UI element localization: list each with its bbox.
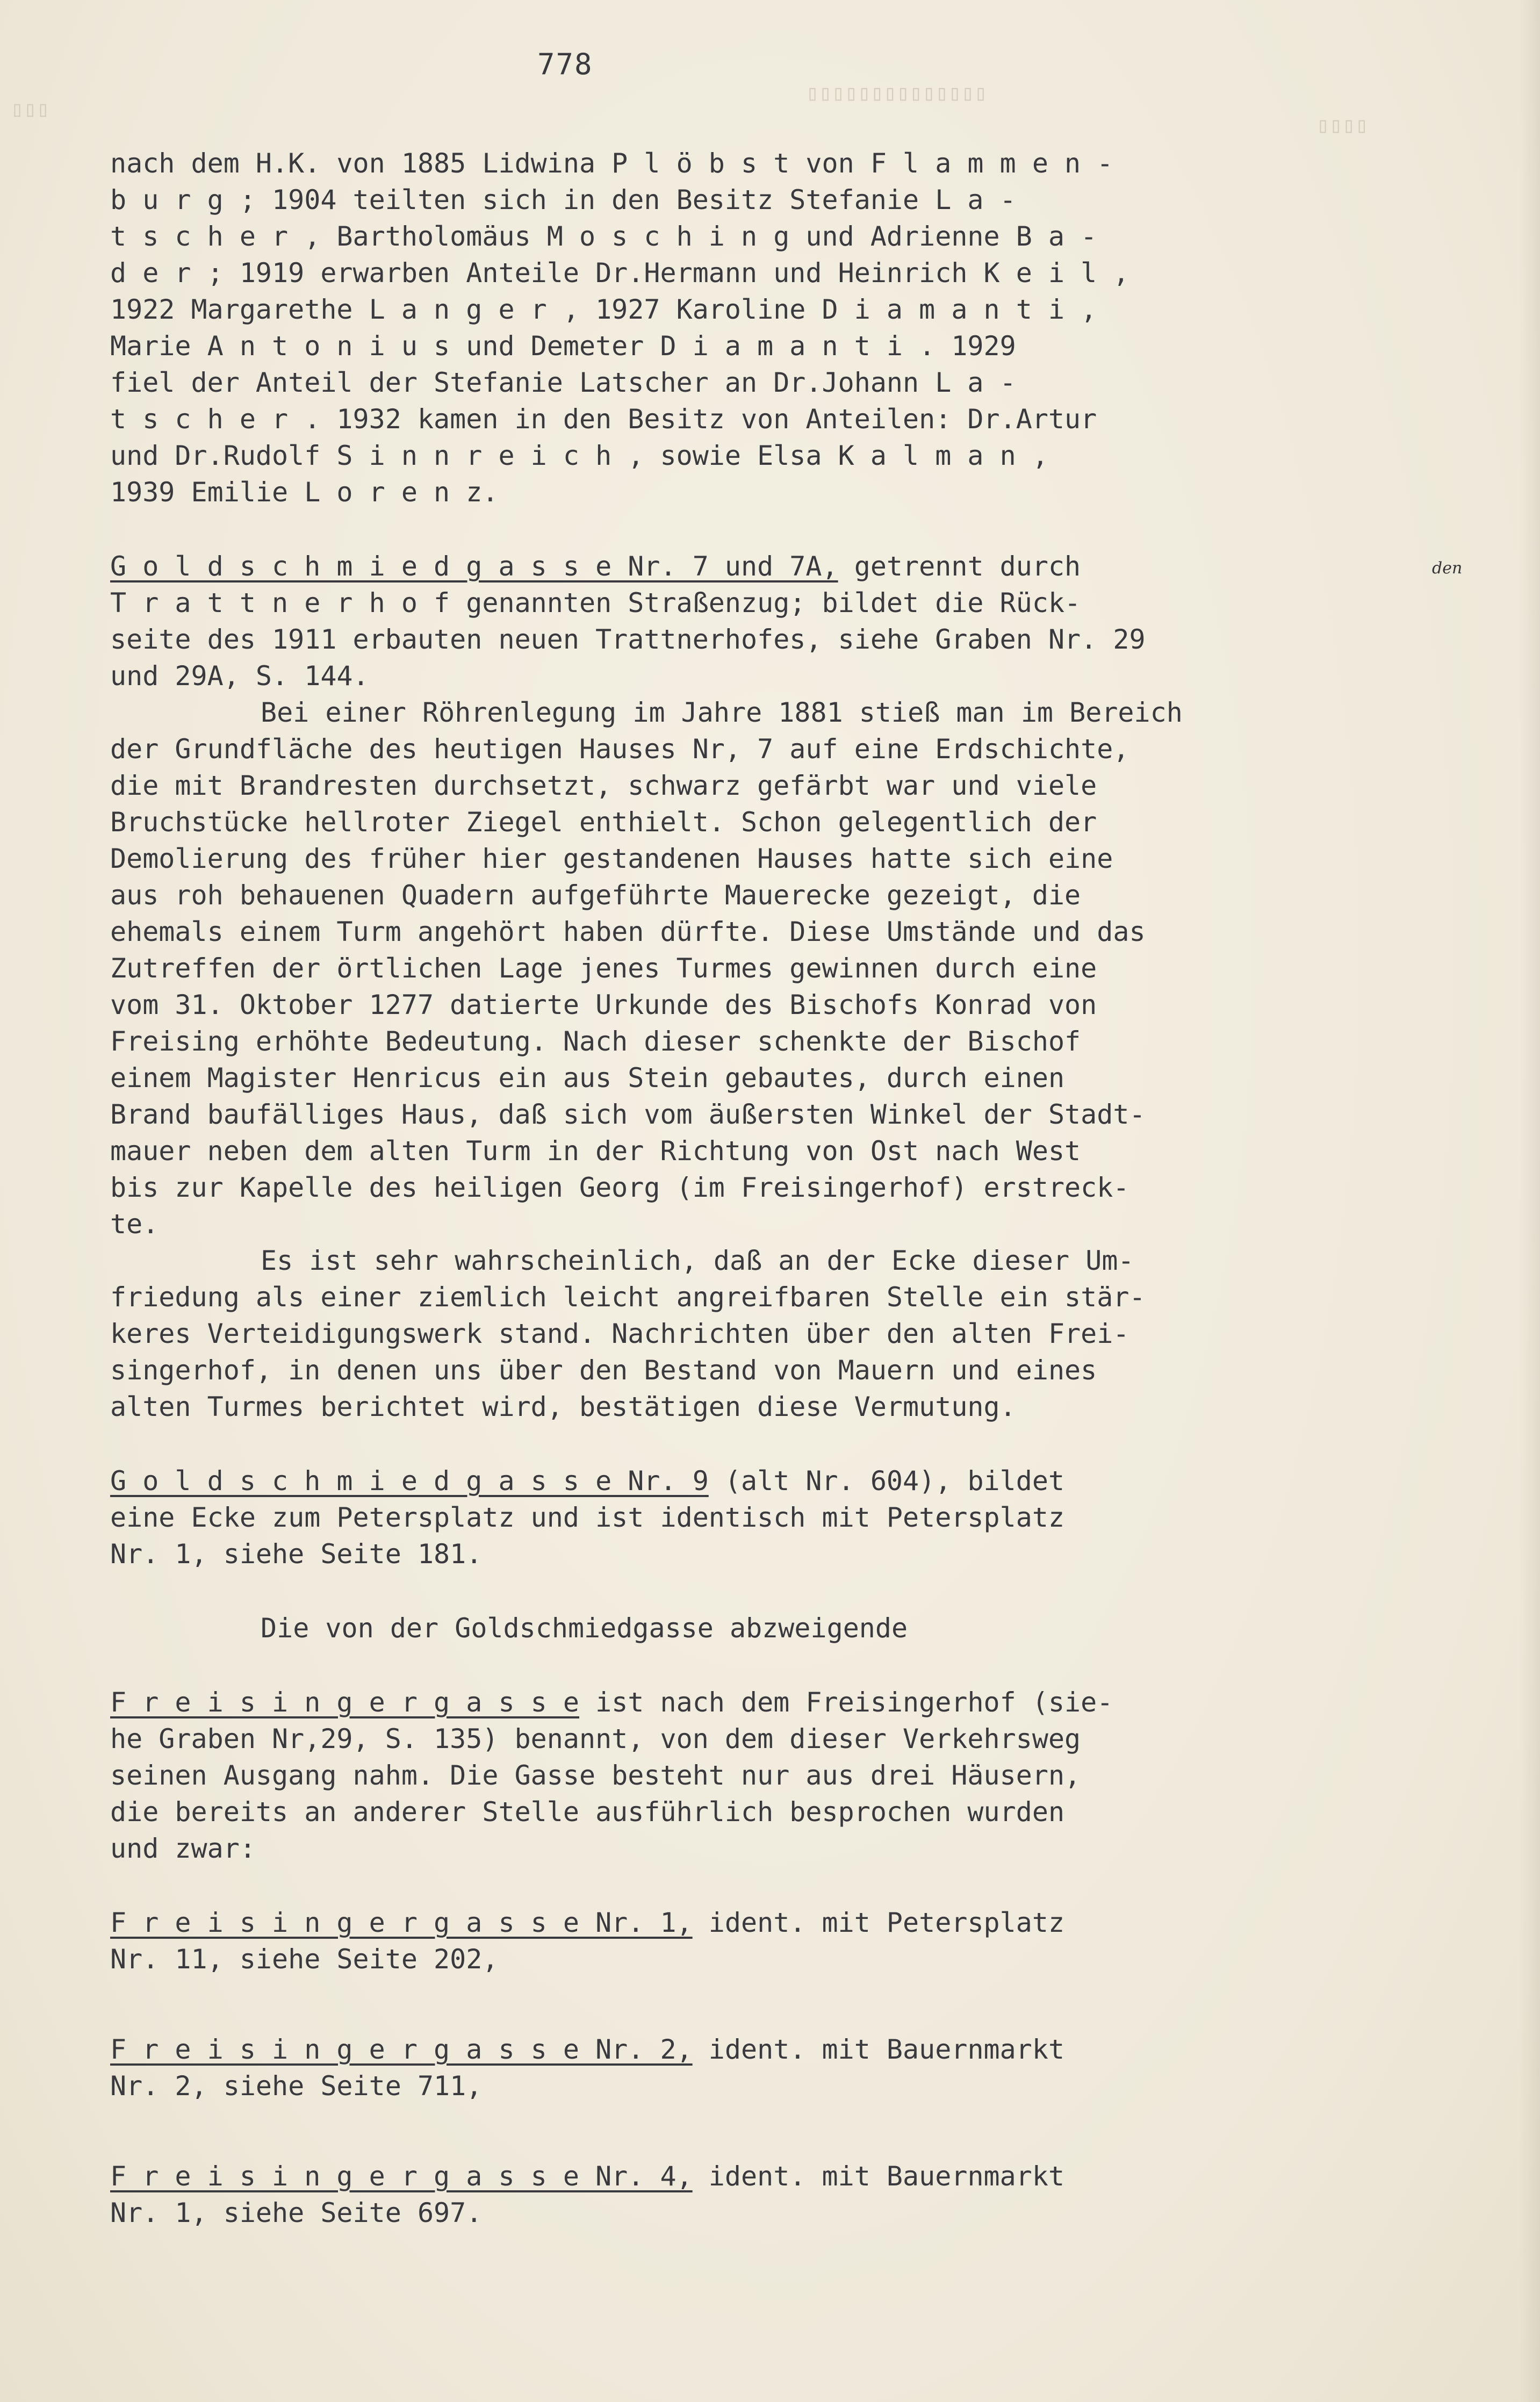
text-line: seite des 1911 erbauten neuen Trattnerhofes, siehe Graben Nr. 29 — [110, 624, 1146, 655]
text-line: die bereits an anderer Stelle ausführlich besprochen wurden — [110, 1796, 1065, 1828]
entry-heading: G o l d s c h m i e d g a s s e Nr. 9 — [110, 1465, 709, 1497]
text-line: T r a t t n e r h o f genannten Straßenzug; bildet die Rück- — [110, 587, 1081, 619]
text-line: ehemals einem Turm angehört haben dürfte. Diese Umstände und das — [110, 916, 1146, 947]
paragraph-ownership-history — [110, 145, 1486, 510]
entry-heading: F r e i s i n g e r g a s s e Nr. 4, — [110, 2161, 693, 2192]
text-line: Demolierung des früher hier gestandenen Hauses hatte sich eine — [110, 843, 1113, 874]
paragraph-archaeology — [110, 694, 1486, 1242]
text-line: nach dem H.K. von 1885 Lidwina P l ö b s t von F l a m m e n - — [110, 148, 1113, 179]
entry-heading: F r e i s i n g e r g a s s e Nr. 1, — [110, 1907, 693, 1938]
text-line: ident. mit Bauernmarkt — [692, 2161, 1065, 2192]
text-line: t s c h e r . 1932 kamen in den Besitz von Anteilen: Dr.Artur — [110, 404, 1097, 435]
show-through-texture: ▯▯▯▯ — [1316, 113, 1369, 138]
entry-freisingergasse — [110, 1684, 1486, 1867]
text-line: ist nach dem Freisingerhof (sie- — [579, 1687, 1113, 1718]
text-line: aus roh behauenen Quadern aufgeführte Mauerecke gezeigt, die — [110, 880, 1081, 911]
text-line: ident. mit Petersplatz — [692, 1907, 1065, 1938]
text-line: Nr. 11, siehe Seite 202, — [110, 1944, 499, 1975]
paragraph-intro-freisingergasse — [110, 1610, 1486, 1646]
handwritten-margin-note: den — [1432, 559, 1463, 578]
text-line: 1939 Emilie L o r e n z. — [110, 477, 499, 508]
text-line: fiel der Anteil der Stefanie Latscher an Dr.Johann L a - — [110, 367, 1016, 398]
text-line: Es ist sehr wahrscheinlich, daß an der Ecke dieser Um- — [261, 1245, 1134, 1276]
entry-freisingergasse-2 — [110, 2031, 1486, 2104]
text-line: d e r ; 1919 erwarben Anteile Dr.Hermann und Heinrich K e i l , — [110, 257, 1129, 289]
text-line: b u r g ; 1904 teilten sich in den Besitz Stefanie L a - — [110, 184, 1016, 215]
text-line: einem Magister Henricus ein aus Stein gebautes, durch einen — [110, 1062, 1065, 1094]
text-line: Freising erhöhte Bedeutung. Nach dieser schenkte der Bischof — [110, 1026, 1081, 1057]
typed-text-body — [110, 145, 1486, 2231]
text-line: friedung als einer ziemlich leicht angreifbaren Stelle ein stär- — [110, 1282, 1146, 1313]
text-line: Bei einer Röhrenlegung im Jahre 1881 stieß man im Bereich — [261, 697, 1183, 728]
text-line: Marie A n t o n i u s und Demeter D i a m a n t i . 1929 — [110, 330, 1016, 362]
text-line: bis zur Kapelle des heiligen Georg (im Freisingerhof) erstreck- — [110, 1172, 1129, 1203]
text-line: he Graben Nr,29, S. 135) benannt, von dem dieser Verkehrsweg — [110, 1723, 1081, 1754]
text-line: Brand baufälliges Haus, daß sich vom äußersten Winkel der Stadt- — [110, 1099, 1146, 1130]
text-line: vom 31. Oktober 1277 datierte Urkunde des Bischofs Konrad von — [110, 989, 1097, 1020]
text-line: und 29A, S. 144. — [110, 660, 369, 692]
text-line: Nr. 1, siehe Seite 697. — [110, 2197, 483, 2228]
text-line: Zutreffen der örtlichen Lage jenes Turmes gewinnen durch eine — [110, 953, 1097, 984]
text-line: eine Ecke zum Petersplatz und ist identisch mit Petersplatz — [110, 1502, 1065, 1533]
text-line: seinen Ausgang nahm. Die Gasse besteht nur aus drei Häusern, — [110, 1760, 1081, 1791]
text-line: keres Verteidigungswerk stand. Nachrichten über den alten Frei- — [110, 1318, 1129, 1349]
text-line: und Dr.Rudolf S i n n r e i c h , sowie Elsa K a l m a n , — [110, 440, 1048, 471]
page-edge-shadow — [1520, 0, 1540, 2402]
text-line: ident. mit Bauernmarkt — [692, 2034, 1065, 2065]
text-line: 1922 Margarethe L a n g e r , 1927 Karoline D i a m a n t i , — [110, 294, 1097, 325]
show-through-texture: ▯▯▯ — [11, 97, 50, 121]
text-line: singerhof, in denen uns über den Bestand von Mauern und eines — [110, 1355, 1097, 1386]
page-number: 778 — [537, 47, 593, 81]
paragraph-fortification — [110, 1242, 1486, 1425]
text-line: getrennt durch — [838, 551, 1081, 582]
entry-heading: F r e i s i n g e r g a s s e Nr. 2, — [110, 2034, 693, 2065]
text-line: t s c h e r , Bartholomäus M o s c h i n g und Adrienne B a - — [110, 221, 1097, 252]
entry-goldschmiedgasse-9 — [110, 1463, 1486, 1572]
entry-freisingergasse-4 — [110, 2158, 1486, 2231]
text-line: der Grundfläche des heutigen Hauses Nr, 7 auf eine Erdschichte, — [110, 733, 1129, 765]
text-line: (alt Nr. 604), bildet — [708, 1465, 1065, 1497]
text-line: te. — [110, 1209, 159, 1240]
text-line: Bruchstücke hellroter Ziegel enthielt. Schon gelegentlich der — [110, 807, 1097, 838]
text-line: mauer neben dem alten Turm in der Richtung von Ost nach West — [110, 1135, 1081, 1167]
entry-freisingergasse-1 — [110, 1904, 1486, 1977]
entry-heading: F r e i s i n g e r g a s s e — [110, 1687, 579, 1718]
entry-heading: G o l d s c h m i e d g a s s e Nr. 7 und 7A, — [110, 551, 838, 582]
show-through-texture: ▯▯▯▯▯▯▯▯▯▯▯▯▯▯ — [806, 81, 988, 105]
text-line: Nr. 1, siehe Seite 181. — [110, 1538, 483, 1570]
text-line: Die von der Goldschmiedgasse abzweigende — [261, 1613, 908, 1644]
text-line: die mit Brandresten durchsetzt, schwarz gefärbt war und viele — [110, 770, 1097, 801]
text-line: Nr. 2, siehe Seite 711, — [110, 2070, 483, 2102]
entry-goldschmiedgasse-7 — [110, 548, 1486, 694]
text-line: und zwar: — [110, 1833, 256, 1864]
text-line: alten Turmes berichtet wird, bestätigen diese Vermutung. — [110, 1391, 1016, 1422]
